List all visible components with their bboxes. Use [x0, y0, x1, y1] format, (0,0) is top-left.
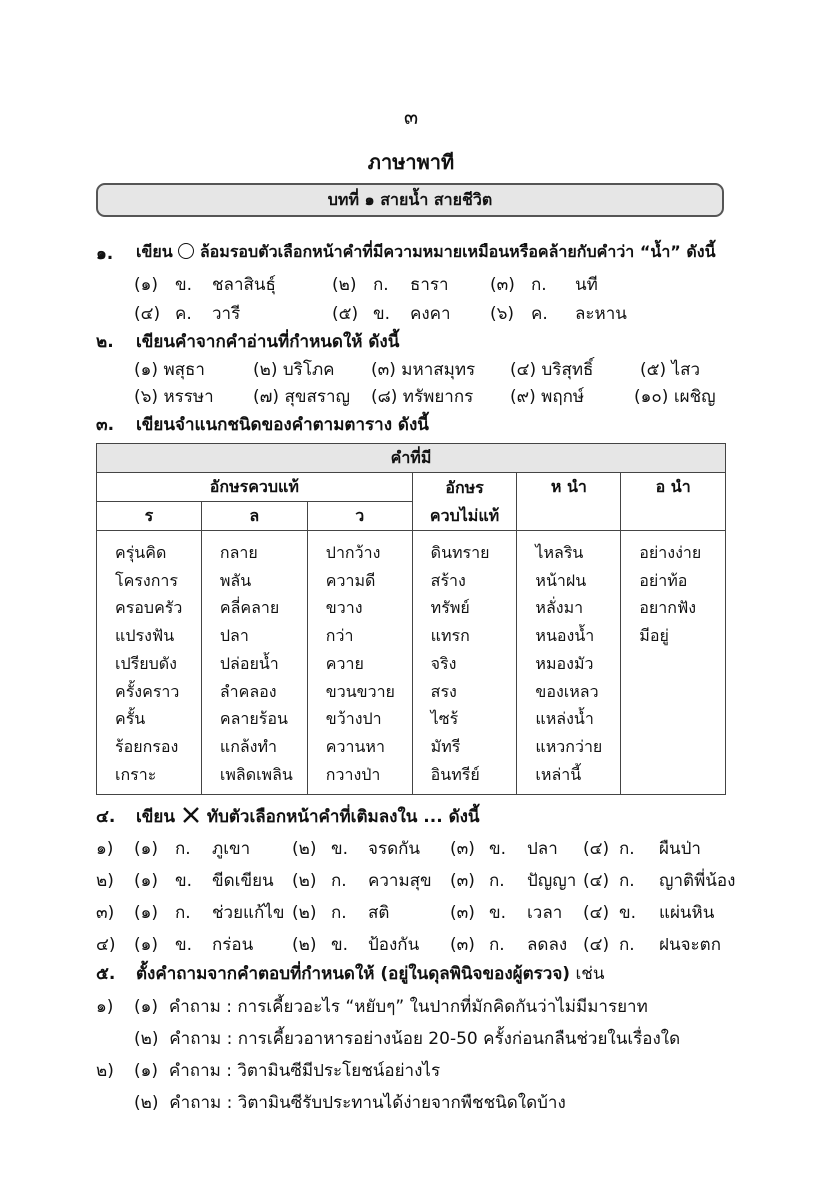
- table-word: เปรียบดัง: [115, 653, 177, 673]
- table-word: หนองน้ำ: [535, 626, 595, 646]
- table-word: ครุ่นคิด: [115, 543, 167, 562]
- q4-option-word: ช่วยแก้ไข: [212, 903, 285, 923]
- q4-option-letter: ข.: [175, 935, 193, 955]
- q4-option-word: เวลา: [527, 903, 563, 923]
- q2-item-10: (๑๐) เผชิญ: [634, 387, 716, 407]
- q1-word-4: วารี: [212, 304, 241, 324]
- table-word: ควาย: [325, 653, 364, 673]
- q4-option-word: ผืนป่า: [659, 839, 701, 859]
- q4-option-letter: ก.: [175, 839, 191, 859]
- table-column-ho-lead: [517, 531, 621, 795]
- table-header-o-lead: อ นำ: [621, 473, 726, 531]
- table-word: มัทรี: [430, 736, 461, 756]
- q4-option-word: ญาติพี่น้อง: [659, 871, 736, 891]
- q4-option-letter: ก.: [175, 903, 191, 923]
- table-word: กว่า: [325, 626, 354, 646]
- q5-item-2-1: (๑) คำถาม : วิตามินซีมีประโยชน์อย่างไร: [134, 1061, 441, 1081]
- q4-option-number: (๑): [134, 903, 159, 923]
- q2-number: ๒.: [96, 332, 114, 352]
- table-word: อย่างง่าย: [639, 543, 702, 562]
- q4-instruction: เขียน ทับตัวเลือกหน้าคำที่เติมลงใน ... ดังนี้: [136, 807, 480, 827]
- table-word: คลายร้อน: [219, 709, 288, 729]
- q4-option-letter: ก.: [331, 871, 347, 891]
- q4-option-letter: ก.: [489, 871, 505, 891]
- page-title: ภาษาพาที: [367, 150, 455, 174]
- table-word: ครอบครัว: [115, 598, 183, 618]
- table-word: แกล้งทำ: [219, 736, 278, 756]
- q2-item-9: (๙) พฤกษ์: [510, 387, 585, 407]
- table-word: อินทรีย์: [430, 764, 480, 784]
- q4-option-letter: ก.: [489, 935, 505, 955]
- table-word: หน้าฝน: [535, 570, 587, 590]
- table-word: แปรงฟัน: [115, 626, 175, 646]
- q1-letter-5: ข.: [373, 304, 391, 324]
- q4-option-letter: ข.: [489, 903, 507, 923]
- q4-option-letter: ข.: [331, 935, 349, 955]
- q4-option-number: (๒): [292, 935, 317, 955]
- table-word: ร้อยกรอง: [115, 736, 179, 756]
- q4-option-number: (๑): [134, 935, 159, 955]
- q4-option-number: (๔): [583, 903, 610, 923]
- table-word: ปากว้าง: [325, 543, 381, 562]
- table-word: ทรัพย์: [430, 598, 470, 618]
- q4-option-number: (๔): [583, 871, 610, 891]
- q4-option-word: ความสุข: [368, 871, 432, 891]
- q2-instruction: เขียนคำจากคำอ่านที่กำหนดให้ ดังนี้: [136, 332, 400, 352]
- q3-number: ๓.: [96, 415, 115, 435]
- table-word: คลี่คลาย: [219, 598, 280, 618]
- q2-item-8: (๘) ทรัพยากร: [371, 387, 474, 407]
- q4-option-word: ปัญญา: [527, 871, 577, 891]
- q4-option-number: (๓): [450, 871, 475, 891]
- q4-option-number: (๑): [134, 871, 159, 891]
- q2-item-4: (๔) บริสุทธิ์: [510, 360, 594, 380]
- table-word: สร้าง: [430, 570, 466, 590]
- table-word: ขวนขวาย: [325, 681, 395, 701]
- table-word: ครั้งคราว: [115, 681, 180, 701]
- q4-option-word: ปลา: [527, 839, 558, 859]
- q3-instruction: เขียนจำแนกชนิดของคำตามตาราง ดังนี้: [136, 415, 429, 435]
- table-word: กวางป่า: [325, 764, 381, 784]
- table-header-false-cluster: อักษร ควบไม่แท้: [412, 473, 517, 531]
- q4-option-number: (๒): [292, 903, 317, 923]
- q1-instruction: เขียน ล้อมรอบตัวเลือกหน้าคำที่มีความหมายเหมือนหรือคล้ายกับคำว่า “น้ำ” ดังนี้: [136, 242, 716, 261]
- q4-option-letter: ก.: [619, 839, 635, 859]
- table-header-ho-lead: ห นำ: [517, 473, 621, 531]
- q2-item-3: (๓) มหาสมุทร: [371, 360, 476, 380]
- q4-row-label: ๑): [96, 839, 114, 859]
- q4-option-word: กร่อน: [212, 935, 254, 955]
- table-word: ครั้น: [115, 709, 146, 729]
- table-word: ขว้างปา: [325, 709, 382, 729]
- table-word: เหล่านี้: [535, 764, 582, 784]
- q1-num-6: (๖): [490, 304, 515, 324]
- table-word: หลั่งมา: [535, 598, 584, 618]
- table-word: ความดี: [325, 570, 376, 590]
- q4-option-letter: ก.: [619, 871, 635, 891]
- q5-item-2-2: (๒) คำถาม : วิตามินซีรับประทานได้ง่ายจากพืชชนิดใดบ้าง: [134, 1093, 566, 1113]
- q1-num-2: (๒): [332, 275, 357, 295]
- q4-option-word: ลดลง: [527, 935, 568, 955]
- q1-letter-6: ค.: [531, 304, 548, 324]
- table-word: มีอยู่: [639, 626, 669, 646]
- table-word: พลัน: [219, 570, 252, 590]
- table-word: ดินทราย: [430, 543, 490, 562]
- table-subheader-l: ล: [201, 502, 307, 531]
- q1-word-1: ชลาสินธุ์: [212, 275, 276, 295]
- q4-row-label: ๒): [96, 871, 114, 891]
- q4-row-label: ๓): [96, 903, 115, 923]
- q4-row-label: ๔): [96, 935, 116, 955]
- q2-item-5: (๕) ไสว: [640, 360, 701, 380]
- page-number: ๓: [403, 105, 419, 129]
- table-word: ปล่อยน้ำ: [219, 653, 279, 673]
- q1-num-1: (๑): [134, 275, 159, 295]
- q4-option-word: ป้องกัน: [368, 935, 420, 955]
- q2-item-1: (๑) พสุธา: [134, 360, 205, 380]
- q4-option-letter: ข.: [175, 871, 193, 891]
- q4-option-number: (๔): [583, 935, 610, 955]
- table-word: ไซร้: [430, 709, 459, 729]
- q4-option-letter: ข.: [619, 903, 637, 923]
- table-subheader-r: ร: [97, 502, 202, 531]
- q1-number: ๑.: [96, 244, 114, 264]
- table-word: สรง: [430, 681, 457, 701]
- q2-item-6: (๖) หรรษา: [134, 387, 214, 407]
- q2-item-2: (๒) บริโภค: [253, 360, 335, 380]
- table-word: กลาย: [219, 543, 258, 562]
- word-classification-table: [96, 443, 726, 795]
- q1-num-5: (๕): [332, 304, 359, 324]
- table-column-false-cluster: [412, 531, 517, 795]
- table-word: แทรก: [430, 626, 470, 646]
- q4-option-word: ขีดเขียน: [212, 871, 274, 891]
- table-column-o-lead: [621, 531, 726, 795]
- q4-option-number: (๑): [134, 839, 159, 859]
- table-header-true-cluster: อักษรควบแท้: [97, 473, 413, 502]
- q4-option-word: ฝนจะตก: [659, 935, 722, 955]
- table-word: ควานหา: [325, 736, 385, 756]
- cross-icon: [181, 805, 201, 825]
- chapter-title: บทที่ ๑ สายน้ำ สายชีวิต: [96, 183, 724, 217]
- q2-item-7: (๗) สุขสราญ: [253, 387, 351, 407]
- table-word: หมองมัว: [535, 653, 594, 673]
- q4-option-number: (๒): [292, 871, 317, 891]
- table-word: เพลิดเพลิน: [219, 764, 293, 784]
- q4-option-number: (๓): [450, 903, 475, 923]
- q4-option-number: (๔): [583, 839, 610, 859]
- table-word: แหวกว่าย: [535, 736, 603, 756]
- table-word: ปลา: [219, 626, 249, 646]
- table-word: อย่าท้อ: [639, 570, 688, 590]
- q4-option-word: สติ: [368, 903, 390, 923]
- q1-num-4: (๔): [134, 304, 161, 324]
- q4-option-letter: ก.: [331, 903, 347, 923]
- q1-letter-1: ข.: [175, 275, 193, 295]
- table-word: ลำคลอง: [219, 681, 277, 701]
- q4-option-letter: ก.: [619, 935, 635, 955]
- table-word: เกราะ: [115, 764, 157, 784]
- q4-number: ๔.: [96, 807, 116, 827]
- q1-letter-3: ก.: [531, 275, 547, 295]
- circle-icon: [178, 243, 194, 259]
- q4-option-word: แผ่นหิน: [659, 903, 715, 923]
- q5-row-1: ๑): [96, 997, 114, 1017]
- table-subheader-w: ว: [307, 502, 412, 531]
- q1-word-6: ละหาน: [575, 304, 627, 324]
- table-column-r: [97, 531, 202, 795]
- q5-item-1-2: (๒) คำถาม : การเคี้ยวอาหารอย่างน้อย 20-50 ครั้งก่อนกลืนช่วยในเรื่องใด: [134, 1029, 681, 1049]
- table-header-main: คำที่มี: [97, 444, 726, 473]
- q1-word-5: คงคา: [410, 304, 451, 324]
- table-word: แหล่งน้ำ: [535, 709, 594, 729]
- q4-option-number: (๓): [450, 935, 475, 955]
- table-word: ไหลริน: [535, 543, 584, 562]
- q1-word-2: ธารา: [410, 275, 449, 295]
- q4-option-letter: ข.: [331, 839, 349, 859]
- table-word: โครงการ: [115, 570, 178, 590]
- q5-row-2: ๒): [96, 1061, 114, 1081]
- q4-option-number: (๒): [292, 839, 317, 859]
- table-word: อยากฟัง: [639, 598, 697, 618]
- q4-option-number: (๓): [450, 839, 475, 859]
- q5-number: ๕.: [96, 964, 116, 984]
- q1-word-3: นที: [575, 275, 598, 295]
- q1-num-3: (๓): [490, 275, 515, 295]
- table-column-w: [307, 531, 412, 795]
- q1-letter-2: ก.: [373, 275, 389, 295]
- table-word: จริง: [430, 653, 457, 673]
- q5-item-1-1: (๑) คำถาม : การเคี้ยวอะไร “หยับๆ” ในปากที่มักคิดกันว่าไม่มีมารยาท: [134, 997, 648, 1017]
- q4-option-letter: ข.: [489, 839, 507, 859]
- q4-option-word: ภูเขา: [212, 839, 251, 859]
- q4-option-word: จรดกัน: [368, 839, 421, 859]
- table-column-l: [201, 531, 307, 795]
- table-word: ของเหลว: [535, 681, 599, 701]
- q5-instruction: ตั้งคำถามจากคำตอบที่กำหนดให้ (อยู่ในดุลพินิจของผู้ตรวจ) เช่น: [136, 964, 605, 984]
- q1-letter-4: ค.: [175, 304, 192, 324]
- table-word: ขวาง: [325, 598, 363, 618]
